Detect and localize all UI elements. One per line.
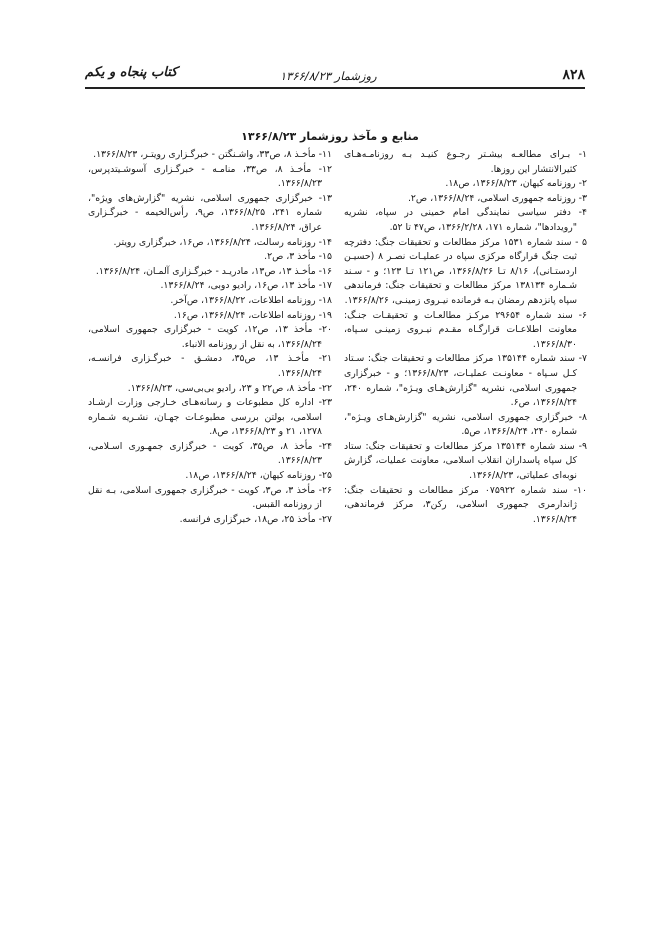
- source-item: ۲۲- مأخذ ۸، ص۲۲ و ۲۳، رادیو بی‌بی‌سی، ۱۳۶۶/۸/۲۳.: [127, 382, 332, 394]
- header-divider: [85, 87, 585, 89]
- source-item: ۷- سند شماره ۱۳۵۱۴۴ مرکز مطالعات و تحقیقات جنگ: سـتاد کـل سـپاه - معاونـت عملیـات، ۱۳۶۶/۸/۲۳؛ و - خبرگزاری جمهوری اسلامی، نشریه "گزارش‌هـای ویـژه"، شماره ۲۴۰، ۱۳۶۶/۸/۲۴، ص۶.: [344, 353, 587, 409]
- source-item: ۲۵- روزنامه کیهان، ۱۳۶۶/۸/۲۴، ص۱۸.: [185, 470, 332, 482]
- source-item: ۶- سند شماره ۲۹۶۵۴ مرکـز مطالعـات و تحقیقـات جنـگ: معاونت اطلاعـات قرارگـاه مقـدم نیـروی زمینـی سـپاه، ۱۳۶۶/۸/۳۰.: [344, 309, 587, 350]
- source-item: ۱- بـرای مطالعـه بیشـتر رجـوع کنیـد بـه روزنامـه‌هـای کثیرالانتشار این روزها.: [344, 149, 587, 175]
- source-item: ۹- سند شماره ۱۳۵۱۴۴ مرکز مطالعات و تحقیقات جنگ: ستاد کل سپاه پاسداران انقلاب اسلامی، معاونت عملیات، گزارش نوبه‌ای عملیاتی، ۱۳۶۶/۸/۲۳.: [344, 440, 587, 482]
- source-item: ۳- روزنامه جمهوری اسلامی، ۱۳۶۶/۸/۲۴، ص۲.: [407, 192, 587, 204]
- source-item: ۱۷- مأخذ ۱۳، ص۱۶، رادیو دوبی، ۱۳۶۶/۸/۲۴.: [160, 280, 332, 292]
- book-title: کتاب پنجاه و یکم: [85, 65, 178, 80]
- source-item: ۲۰- مأخذ ۱۳، ص۱۲، کویت - خبرگزاری جمهوری اسلامی، ۱۳۶۶/۸/۲۴، به نقل از روزنامه الانباء.: [88, 324, 332, 350]
- source-item: ۵ - سند شماره ۱۵۳۱ مرکز مطالعات و تحقیقات جنگ: دفترچه ثبت جنگ قرارگاه مرکزی سپاه در عملیـات نصـر ۸ (حسیـن اردستـانی)، ۸/۱۶ تـا ۱۳۶۶/۸/۲۶، ص۱۲۱ تـا ۱۲۳؛ و - سـند شـماره ۱۳۸۱۳۴ مرکز مطالعات و تحقیقات جنگ: فرماندهی سپاه پانزدهم رمضان بـه فرمانده نیـروی زمینـی، ۱۳۶۶/۸/۲۶.: [344, 236, 587, 306]
- page-number: ۸۲۸: [562, 67, 585, 83]
- source-item: ۲- روزنامه کیهان، ۱۳۶۶/۸/۲۳، ص۱۸.: [445, 178, 587, 190]
- source-item: ۱۶- مأخـذ ۱۳، ص۱۳، مادریـد - خبرگـزاری آلمـان، ۱۳۶۶/۸/۲۴.: [95, 265, 332, 277]
- source-item: ۱۹- روزنامه اطلاعات، ۱۳۶۶/۸/۲۴، ص۱۶.: [173, 309, 332, 321]
- source-item: ۱۸- روزنامه اطلاعات، ۱۳۶۶/۸/۲۲، ص‌آخر.: [170, 294, 332, 306]
- source-item: ۱۳- خبرگزاری جمهوری اسلامی، نشریه "گزارش‌های ویژه"، شماره ۲۴۱، ۱۳۶۶/۸/۲۵، ص۹، رأس‌الخیمه - خبرگـزاری عراق، ۱۳۶۶/۸/۲۴.: [88, 192, 332, 233]
- source-item: ۴- دفتر سیاسی نمایندگی امام خمینی در سپاه، نشریه "رویدادها"، شماره ۱۷۱، ۱۳۶۶/۲/۲۸، ص۴۷ تا ۵۲.: [344, 207, 587, 233]
- source-item: ۱۲- مأخـذ ۸، ص۳۳، منامـه - خبرگـزاری آسوشـیتدپرس، ۱۳۶۶/۸/۲۳.: [88, 163, 332, 190]
- source-item: ۱۴- روزنامه رسالت، ۱۳۶۶/۸/۲۴، ص۱۶، خبرگزاری رویتر.: [113, 236, 332, 248]
- source-item: ۸- خبرگزاری جمهوری اسلامی، نشریه "گزارش‌هـای ویـژه"، شماره ۲۴۰، ۱۳۶۶/۸/۲۴، ص۵.: [344, 411, 587, 438]
- source-item: ۱۱- مأخـذ ۸، ص۳۳، واشـنگتن - خبرگـزاری رویتـر، ۱۳۶۶/۸/۲۳.: [93, 149, 332, 160]
- running-header-date: روزشمار ۱۳۶۶/۸/۲۳: [280, 69, 377, 83]
- source-item: ۱۵- مأخذ ۳، ص۲.: [264, 251, 332, 263]
- source-item: ۲۳- اداره کل مطبوعات و رسانه‌هـای خـارجی وزارت ارشـاد اسلامی، بولتن بررسی مطبوعـات جهـان، نشـریه شـماره ۱۲۷۸، ۲۱ و ۱۳۶۶/۸/۲۳، ص۸.: [88, 397, 332, 438]
- source-item: ۲۶- مأخذ ۳، ص۳، کویت - خبرگزاری جمهوری اسلامی، بـه نقل از روزنامه القبس.: [88, 484, 333, 511]
- sources-column-left: [88, 148, 332, 527]
- sources-column-right: [344, 148, 587, 527]
- source-item: ۲۷- مأخذ ۲۵، ص۱۸، خبرگزاری فرانسه.: [179, 513, 332, 525]
- source-item: ۱۰- سند شماره ۰۷۵۹۲۲ مرکز مطالعات و تحقیقات جنگ: ژاندارمری جمهوری اسلامی، رکن۳، مرکز فرماندهی، ۱۳۶۶/۸/۲۴.: [344, 484, 587, 525]
- source-item: ۲۱- مأخـذ ۱۳، ص۳۵، دمشـق - خبرگـزاری فرانسـه، ۱۳۶۶/۸/۲۴.: [88, 353, 332, 379]
- source-item: ۲۴- مأخذ ۸، ص۳۵، کویت - خبرگزاری جمهـوری اسـلامی، ۱۳۶۶/۸/۲۳.: [88, 440, 332, 467]
- section-title: منابع و مآخذ روزشمار ۱۳۶۶/۸/۲۳: [241, 130, 419, 143]
- page-header: [85, 63, 585, 89]
